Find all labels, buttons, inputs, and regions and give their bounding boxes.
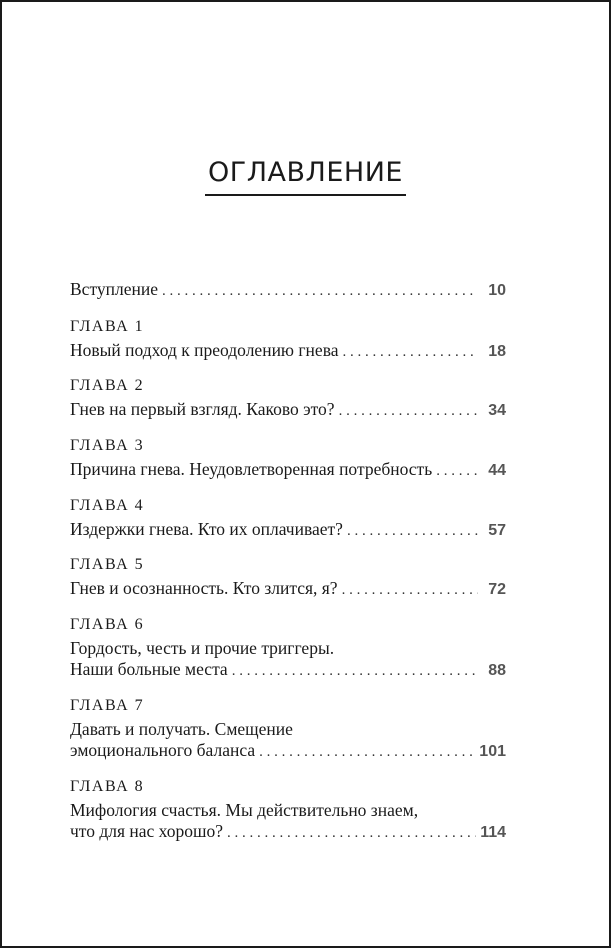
- entry-title: Причина гнева. Неудовлетворенная потребность: [70, 459, 433, 479]
- toc-entry-intro[interactable]: [70, 278, 506, 300]
- entry-title: Гнев и осознанность. Кто злится, я?: [70, 578, 338, 598]
- chapter-label: ГЛАВА 4: [70, 497, 145, 514]
- leader-dots: [342, 579, 478, 601]
- entry-title-line: Гордость, честь и прочие триггеры.: [70, 638, 335, 658]
- chapter-label: ГЛАВА 6: [70, 616, 145, 633]
- chapter-label: ГЛАВА 5: [70, 556, 145, 573]
- page-number: 88: [488, 662, 506, 679]
- toc-entry-chapter-8[interactable]: [70, 820, 506, 842]
- toc-entry-chapter-3[interactable]: [70, 458, 506, 480]
- leader-dots: [347, 520, 478, 542]
- toc-entry-chapter-1[interactable]: [70, 339, 506, 361]
- page-number: 10: [488, 282, 506, 299]
- toc-entry-chapter-6[interactable]: [70, 658, 506, 680]
- entry-title: Вступление: [70, 279, 158, 299]
- toc-entry-chapter-7[interactable]: [70, 739, 506, 761]
- entry-title: Новый подход к преодолению гнева: [70, 340, 339, 360]
- toc-entry-chapter-2[interactable]: [70, 398, 506, 420]
- page-number: 18: [488, 343, 506, 360]
- entry-title: Издержки гнева. Кто их оплачивает?: [70, 519, 343, 539]
- toc-title: [2, 154, 609, 196]
- chapter-label: ГЛАВА 2: [70, 377, 145, 394]
- leader-dots: [436, 460, 478, 482]
- toc-entry-chapter-4[interactable]: [70, 518, 506, 540]
- leader-dots: [227, 822, 476, 844]
- page-number: 34: [488, 402, 506, 419]
- entry-title: эмоционального баланса: [70, 740, 256, 760]
- leader-dots: [259, 741, 475, 763]
- entry-title-line: Мифология счастья. Мы действительно знаем,: [70, 800, 419, 820]
- chapter-label: ГЛАВА 3: [70, 437, 145, 454]
- leader-dots: [339, 400, 478, 422]
- entry-title: что для нас хорошо?: [70, 821, 224, 841]
- chapter-label: ГЛАВА 1: [70, 318, 145, 335]
- leader-dots: [232, 660, 478, 682]
- page-number: 114: [480, 824, 506, 841]
- toc-entry-chapter-5[interactable]: [70, 577, 506, 599]
- leader-dots: [162, 280, 478, 302]
- leader-dots: [343, 341, 479, 363]
- toc-title-text: ОГЛАВЛЕНИЕ: [205, 154, 406, 196]
- entry-title: Гнев на первый взгляд. Каково это?: [70, 399, 335, 419]
- page-number: 72: [488, 581, 506, 598]
- entry-title-line: Давать и получать. Смещение: [70, 719, 293, 739]
- page-number: 101: [479, 743, 506, 760]
- chapter-label: ГЛАВА 7: [70, 697, 145, 714]
- chapter-label: ГЛАВА 8: [70, 778, 145, 795]
- page-number: 44: [488, 462, 506, 479]
- page-number: 57: [488, 522, 506, 539]
- entry-title: Наши больные места: [70, 659, 228, 679]
